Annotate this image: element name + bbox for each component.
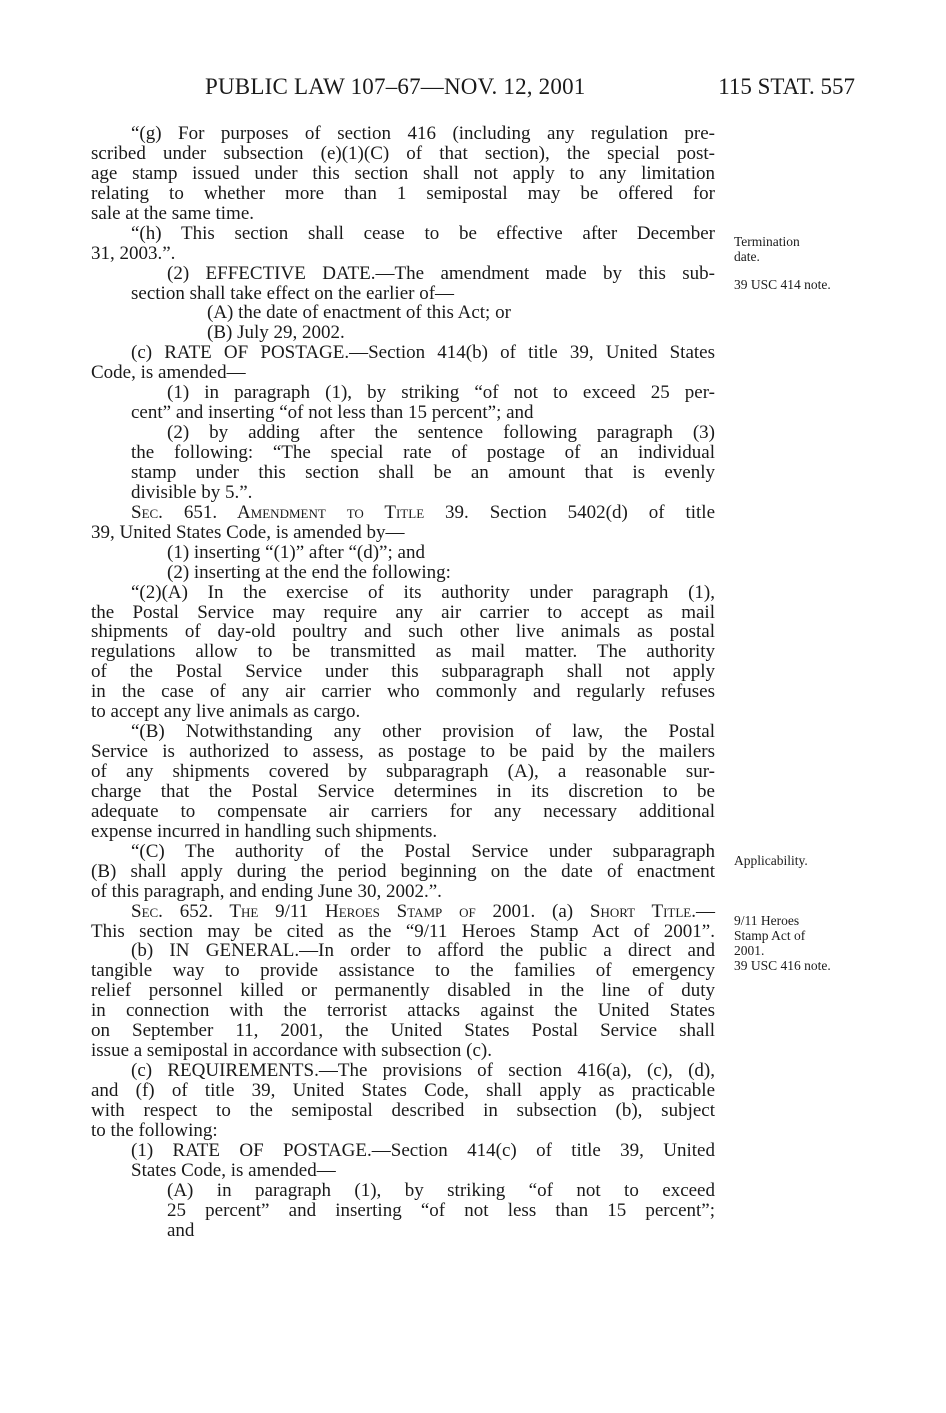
text-line: Service is authorized to assess, as postage to be paid by the mailers xyxy=(91,741,715,763)
text-line: on September 11, 2001, the United States Postal Service shall xyxy=(91,1020,715,1042)
text-line: States Code, is amended— xyxy=(131,1159,336,1181)
text-line: regulations allow to be transmitted as mail matter. The authority xyxy=(91,641,715,663)
text-line: “(g) For purposes of section 416 (including any regulation pre- xyxy=(131,123,715,144)
text-line: “(B) Notwithstanding any other provision of law, the Postal xyxy=(131,721,715,743)
text-line: (A) the date of enactment of this Act; or xyxy=(207,302,511,324)
margin-note-applicability: Applicability. xyxy=(734,853,808,868)
text-line: cent” and inserting “of not less than 15 percent”; and xyxy=(131,402,534,424)
text-line: issue a semipostal in accordance with subsection (c). xyxy=(91,1040,492,1062)
text-line: adequate to compensate air carriers for any necessary additional xyxy=(91,800,715,822)
text-line: section shall take effect on the earlier of— xyxy=(131,282,455,304)
text-line: “(2)(A) In the exercise of its authority under paragraph (1), xyxy=(131,581,715,603)
text-line: tangible way to provide assistance to the families of emergency xyxy=(91,960,715,982)
text-line: with respect to the semipostal described in subsection (b), subject xyxy=(91,1099,715,1121)
text-line: (1) in paragraph (1), by striking “of not to exceed 25 per- xyxy=(167,382,715,404)
margin-note-termination: Termination date. xyxy=(734,234,800,264)
text-line: (A) in paragraph (1), by striking “of not to exceed xyxy=(167,1179,715,1201)
text-line: in the case of any air carrier who commonly and regularly refuses xyxy=(91,681,715,703)
section-651-heading: Sec. 651. Amendment to Title 39. Section 5402(d) of title xyxy=(131,501,715,523)
text-line: charge that the Postal Service determines in its discretion to be xyxy=(91,780,715,802)
section-652-heading: Sec. 652. The 9/11 Heroes Stamp of 2001. (a) Short Title.— xyxy=(131,900,715,922)
text-line: divisible by 5.”. xyxy=(131,481,253,503)
text-line: This section may be cited as the “9/11 Heroes Stamp Act of 2001”. xyxy=(91,920,715,942)
text-line: the following: “The special rate of postage of an individual xyxy=(131,442,715,463)
text-line: (c) REQUIREMENTS.—The provisions of section 416(a), (c), (d), xyxy=(131,1060,715,1082)
statute-body xyxy=(91,124,715,1241)
text-line: (1) RATE OF POSTAGE.—Section 414(c) of title 39, United xyxy=(131,1139,715,1161)
text-line: of this paragraph, and ending June 30, 2002.”. xyxy=(91,880,442,902)
running-header xyxy=(205,74,855,104)
text-line: and (f) of title 39, United States Code, shall apply as practicable xyxy=(91,1080,715,1101)
text-line: (B) July 29, 2002. xyxy=(207,322,345,344)
text-line: (c) RATE OF POSTAGE.—Section 414(b) of title 39, United States xyxy=(131,342,715,364)
text-line: Code, is amended— xyxy=(91,362,246,384)
text-line: of any shipments covered by subparagraph (A), a reasonable sur- xyxy=(91,761,715,782)
text-line: 31, 2003.”. xyxy=(91,242,176,264)
text-line: sale at the same time. xyxy=(91,202,255,224)
text-line: (2) EFFECTIVE DATE.—The amendment made by this sub- xyxy=(167,262,715,284)
text-line: (2) by adding after the sentence following paragraph (3) xyxy=(167,422,715,444)
text-line: shipments of day-old poultry and such other live animals as postal xyxy=(91,621,715,643)
text-line: (2) inserting at the end the following: xyxy=(167,561,451,583)
text-line: in connection with the terrorist attacks against the United States xyxy=(91,1000,715,1022)
text-line: the Postal Service may require any air carrier to accept as mail xyxy=(91,601,715,623)
text-line: relating to whether more than 1 semipostal may be offered for xyxy=(91,182,715,204)
text-line: age stamp issued under this section shall not apply to any limitation xyxy=(91,162,715,184)
text-line: relief personnel killed or permanently disabled in the line of duty xyxy=(91,980,715,1002)
text-line: to accept any live animals as cargo. xyxy=(91,701,361,723)
margin-note-heroes-act: 9/11 Heroes Stamp Act of 2001. 39 USC 416 note. xyxy=(734,913,831,973)
margin-note-usc-414: 39 USC 414 note. xyxy=(734,277,831,292)
text-line: and xyxy=(167,1219,195,1241)
text-line: “(h) This section shall cease to be effective after December xyxy=(131,222,715,244)
text-line: 39, United States Code, is amended by— xyxy=(91,521,405,543)
text-line: (B) shall apply during the period beginning on the date of enactment xyxy=(91,860,715,882)
stat-page-number: 115 STAT. 557 xyxy=(718,74,855,99)
text-line: (b) IN GENERAL.—In order to afford the public a direct and xyxy=(131,940,715,962)
text-line: to the following: xyxy=(91,1119,218,1141)
text-line: “(C) The authority of the Postal Service under subparagraph xyxy=(131,840,715,862)
text-line: (1) inserting “(1)” after “(d)”; and xyxy=(167,541,425,563)
text-line: expense incurred in handling such shipments. xyxy=(91,820,438,842)
running-title: PUBLIC LAW 107–67—NOV. 12, 2001 xyxy=(205,74,586,99)
text-line: 25 percent” and inserting “of not less than 15 percent”; xyxy=(167,1199,715,1221)
text-line: of the Postal Service under this subparagraph shall not apply xyxy=(91,661,715,683)
text-line: stamp under this section shall be an amount that is evenly xyxy=(131,461,715,483)
text-line: scribed under subsection (e)(1)(C) of that section), the special post- xyxy=(91,142,715,164)
